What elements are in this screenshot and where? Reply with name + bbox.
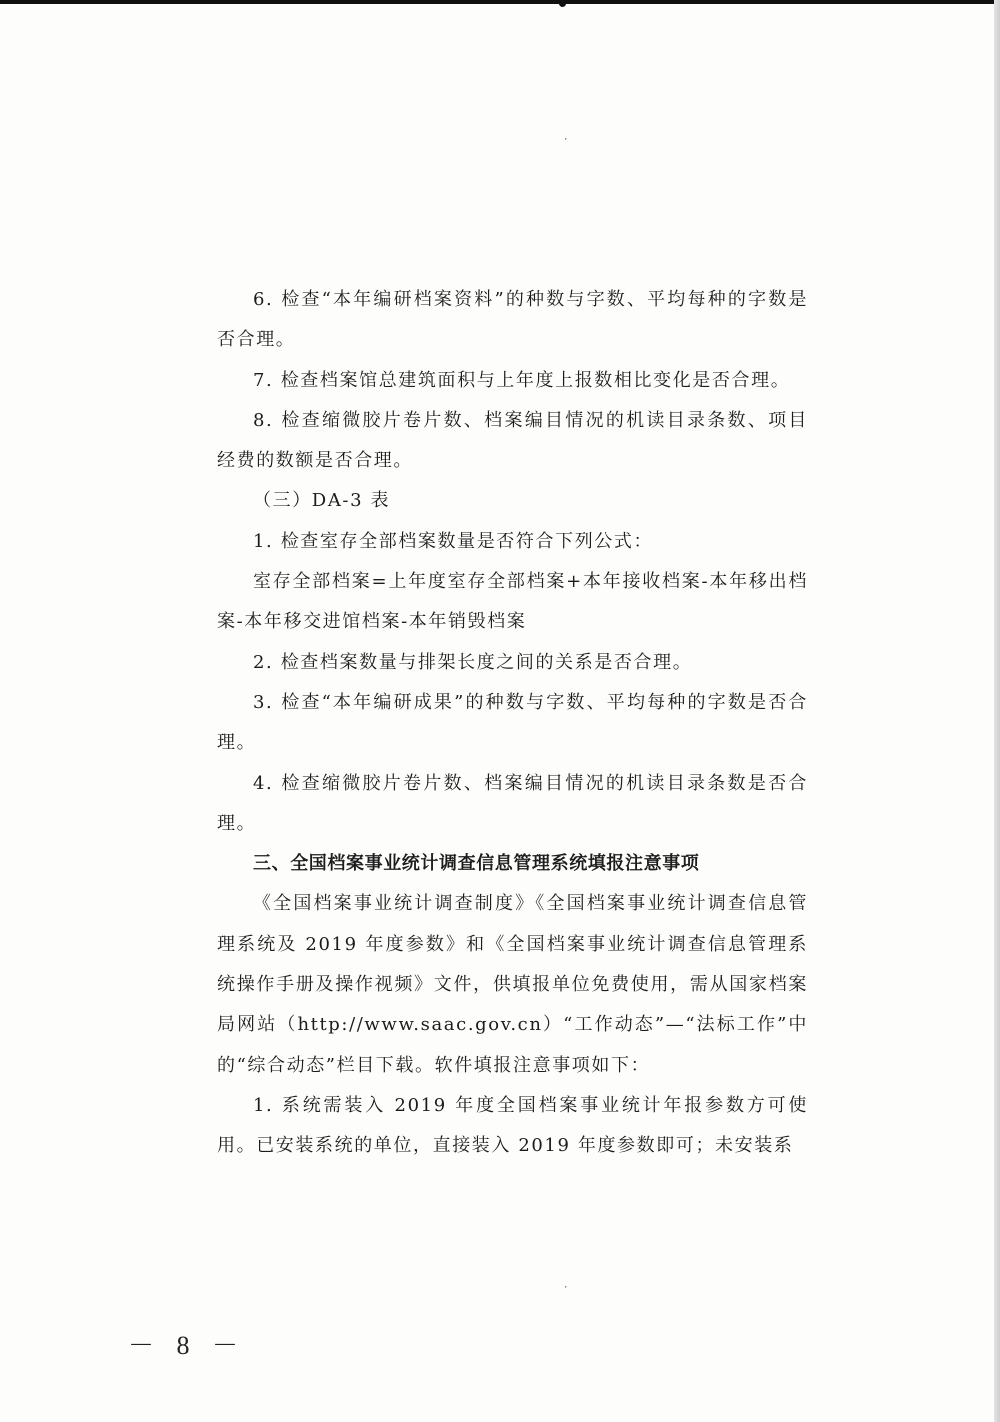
scan-page-edge	[994, 0, 1000, 1422]
scan-mark	[559, 0, 566, 7]
paragraph-software-intro: 《全国档案事业统计调查制度》《全国档案事业统计调查信息管理系统及 2019 年度参数》和《全国档案事业统计调查信息管理系统操作手册及操作视频》文件，供填报单位免费使用，需从国家档案局网站（http://www.saac.gov.cn）“工作动态”—“法标工作”中的“综合动态”栏目下载。软件填报注意事项如下：	[217, 893, 808, 1076]
page-number: － 8 －	[128, 1331, 247, 1360]
paragraph-check-6: 6. 检查“本年编研档案资料”的种数与字数、平均每种的字数是否合理。	[217, 289, 808, 351]
paragraph-da3-check-1: 1. 检查室存全部档案数量是否符合下列公式：	[253, 530, 654, 552]
scan-speck: ˙	[563, 137, 569, 150]
paragraph-formula: 室存全部档案=上年度室存全部档案+本年接收档案-本年移出档案-本年移交进馆档案-本年销毁档案	[217, 571, 808, 633]
document-body	[217, 280, 808, 1167]
section-heading-3: 三、全国档案事业统计调查信息管理系统填报注意事项	[253, 853, 700, 875]
paragraph-software-note-1: 1. 系统需装入 2019 年度全国档案事业统计年报参数方可使用。已安装系统的单位，直接装入 2019 年度参数即可；未安装系	[217, 1094, 808, 1157]
top-scan-rule	[0, 0, 1000, 4]
subheading-da3: （三）DA-3 表	[253, 490, 391, 512]
paragraph-check-8: 8. 检查缩微胶片卷片数、档案编目情况的机读目录条数、项目经费的数额是否合理。	[217, 409, 808, 472]
paragraph-da3-check-2: 2. 检查档案数量与排架长度之间的关系是否合理。	[253, 651, 693, 673]
scan-speck: ˙	[563, 1285, 569, 1298]
paragraph-check-7: 7. 检查档案馆总建筑面积与上年度上报数相比变化是否合理。	[253, 369, 791, 391]
paragraph-da3-check-4: 4. 检查缩微胶片卷片数、档案编目情况的机读目录条数是否合理。	[217, 772, 808, 834]
paragraph-da3-check-3: 3. 检查“本年编研成果”的种数与字数、平均每种的字数是否合理。	[217, 691, 808, 754]
